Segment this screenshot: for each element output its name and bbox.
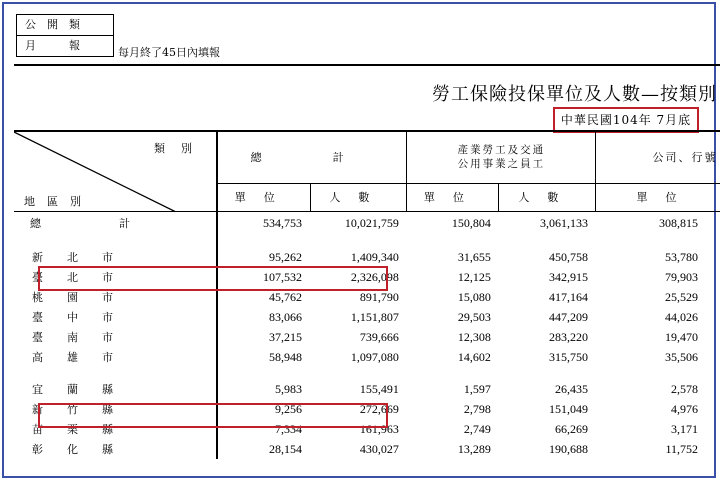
cell-value: 4,976 <box>671 401 698 416</box>
table-row <box>14 327 720 347</box>
cell-value: 66,269 <box>554 421 588 436</box>
region-name: 高雄市 <box>14 347 217 367</box>
cell-value: 9,256 <box>275 401 303 416</box>
cell-value: 58,948 <box>269 349 303 364</box>
region-name: 彰化縣 <box>14 439 217 459</box>
subheader-units: 單位 <box>596 183 720 211</box>
cell-value: 83,066 <box>269 309 303 324</box>
cell-value: 45,762 <box>269 289 303 304</box>
region-name: 臺北市 <box>14 267 217 287</box>
form-monthly-label: 月 報 <box>17 35 113 56</box>
form-info-box <box>16 14 114 57</box>
cell-value: 891,790 <box>359 289 399 304</box>
cell-value: 7,334 <box>275 421 303 436</box>
table-row <box>14 307 720 327</box>
cell-value: 190,688 <box>548 441 588 456</box>
cell-value: 2,578 <box>671 381 698 396</box>
report-title: 勞工保險投保單位及人數—按類別 <box>432 84 717 105</box>
cell-value: 308,815 <box>659 215 698 230</box>
highlight-taipei-row <box>38 266 388 291</box>
highlight-hsinchu-row <box>38 403 388 428</box>
cell-value: 35,506 <box>665 349 698 364</box>
corner-category-label: 類別 <box>154 142 208 155</box>
cell-value: 1,151,807 <box>350 309 399 324</box>
group-header-industry: 產業勞工及交通 公用事業之員工 <box>407 131 596 183</box>
cell-value: 95,262 <box>269 249 303 264</box>
report-date: 中華民國104年 7月底 <box>553 107 699 133</box>
cell-value: 3,171 <box>671 421 698 436</box>
subheader-units: 單位 <box>407 183 499 211</box>
cell-value: 150,804 <box>451 215 491 230</box>
form-deadline-note: 每月終了45日內填報 <box>118 46 220 59</box>
cell-value: 79,903 <box>665 269 698 284</box>
cell-value: 1,097,080 <box>350 349 399 364</box>
cell-value: 151,049 <box>548 401 588 416</box>
subheader-units: 單位 <box>217 183 310 211</box>
cell-value: 11,752 <box>665 441 698 456</box>
cell-value: 14,602 <box>457 349 491 364</box>
cell-value: 283,220 <box>548 329 588 344</box>
subheader-persons: 人數 <box>310 183 407 211</box>
cell-value: 2,326,098 <box>350 269 399 284</box>
region-name: 新竹縣 <box>14 399 217 419</box>
cell-value: 450,758 <box>548 249 588 264</box>
cell-value: 13,289 <box>457 441 491 456</box>
table-row <box>14 439 720 459</box>
cell-value: 5,983 <box>275 381 303 396</box>
cell-value: 342,915 <box>548 269 588 284</box>
cell-value: 272,669 <box>359 401 399 416</box>
cell-value: 28,154 <box>269 441 303 456</box>
table-row-total <box>14 211 720 235</box>
group-header-total: 總 計 <box>217 131 407 183</box>
cell-value: 1,597 <box>463 381 491 396</box>
region-name: 總計 <box>14 211 217 235</box>
form-public-label: 公 開 類 <box>25 18 80 31</box>
cell-value: 447,209 <box>548 309 588 324</box>
region-name: 宜蘭縣 <box>14 379 217 399</box>
cell-value: 1,409,340 <box>350 249 399 264</box>
cell-value: 37,215 <box>269 329 303 344</box>
cell-value: 12,308 <box>457 329 491 344</box>
header-divider <box>14 64 720 66</box>
cell-value: 25,529 <box>665 289 698 304</box>
cell-value: 3,061,133 <box>539 215 588 230</box>
region-name: 新北市 <box>14 247 217 267</box>
cell-value: 15,080 <box>457 289 491 304</box>
cell-value: 53,780 <box>665 249 698 264</box>
cell-value: 10,021,759 <box>344 215 399 230</box>
cell-value: 12,125 <box>457 269 491 284</box>
cell-value: 161,963 <box>359 421 399 436</box>
table-corner-header <box>14 131 217 211</box>
cell-value: 155,491 <box>359 381 399 396</box>
table-row <box>14 347 720 367</box>
region-name: 苗栗縣 <box>14 419 217 439</box>
subheader-persons: 人數 <box>499 183 596 211</box>
cell-value: 739,666 <box>359 329 399 344</box>
region-name: 臺南市 <box>14 327 217 347</box>
cell-value: 26,435 <box>554 381 588 396</box>
cell-value: 430,027 <box>359 441 399 456</box>
cell-value: 534,753 <box>263 215 303 230</box>
cell-value: 19,470 <box>665 329 698 344</box>
cell-value: 417,164 <box>548 289 588 304</box>
cell-value: 107,532 <box>263 269 303 284</box>
table-row <box>14 247 720 267</box>
cell-value: 44,026 <box>665 309 698 324</box>
table-row <box>14 379 720 399</box>
cell-value: 315,750 <box>548 349 588 364</box>
cell-value: 31,655 <box>457 249 491 264</box>
cell-value: 29,503 <box>457 309 491 324</box>
region-name: 桃園市 <box>14 287 217 307</box>
cell-value: 2,798 <box>463 401 491 416</box>
region-name: 臺中市 <box>14 307 217 327</box>
group-header-company: 公司、行號 <box>596 131 720 183</box>
cell-value: 2,749 <box>463 421 491 436</box>
corner-region-label: 地區別 <box>24 194 93 208</box>
